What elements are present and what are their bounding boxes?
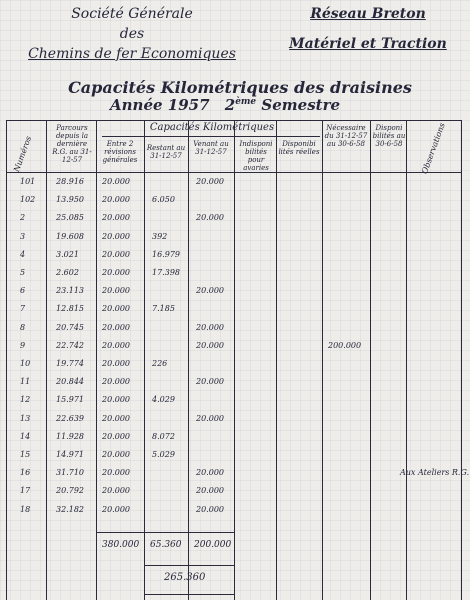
row-entre: 20.000: [102, 431, 130, 441]
col-parcours-header: Parcours depuis la dernière R.G. au 31-12-57: [52, 124, 92, 164]
row-entre: 20.000: [102, 286, 130, 296]
row-parcours: 15.971: [56, 395, 84, 405]
row-restant: 16.979: [152, 249, 180, 259]
row-restant: 6.050: [152, 195, 175, 205]
row-restant: 17.398: [152, 268, 180, 277]
row-parcours: 23.113: [56, 286, 84, 296]
year-label: Année 1957: [110, 96, 210, 114]
rule-num: [46, 120, 47, 600]
network-line-2: Matériel et Traction: [289, 36, 447, 52]
row-venant: 20.000: [196, 377, 224, 387]
rule-venant: [234, 120, 235, 600]
col-indisp-header: Indisponi bilités pour avaries: [239, 140, 273, 172]
row-number: 14: [20, 431, 31, 441]
col-numeros-header: Numéros: [12, 135, 34, 174]
row-restant: 8.072: [152, 431, 175, 441]
row-parcours: 14.971: [56, 450, 84, 459]
row-number: 13: [20, 413, 31, 423]
row-entre: 20.000: [102, 359, 130, 368]
row-number: 17: [20, 486, 31, 496]
row-number: 10: [20, 359, 31, 368]
row-parcours: 20.745: [56, 322, 84, 332]
row-number: 18: [20, 504, 31, 514]
row-entre: 20.000: [102, 249, 130, 259]
row-number: 8: [20, 322, 26, 332]
row-number: 5: [20, 268, 26, 277]
row-number: 6: [20, 286, 26, 296]
row-entre: 20.000: [102, 322, 130, 332]
capacity-table: [6, 120, 470, 600]
row-parcours: 12.815: [56, 304, 84, 314]
row-entre: 20.000: [102, 468, 130, 478]
row-entre: 20.000: [102, 177, 130, 186]
row-number: 15: [20, 450, 31, 459]
semester-suffix: ème: [235, 97, 257, 107]
row-entre: 20.000: [102, 413, 130, 423]
company-line-1: Société Générale: [71, 6, 193, 22]
row-entre: 20.000: [102, 304, 130, 314]
row-venant: 20.000: [196, 468, 224, 478]
col-venant-header: Venant au 31-12-57: [193, 140, 229, 156]
col-dispo2-header: Disponi bilités au 30-6-58: [372, 124, 406, 148]
row-restant: 7.185: [152, 304, 175, 314]
network-line-1: Réseau Breton: [310, 6, 426, 22]
row-parcours: 32.182: [56, 504, 84, 514]
group-header-rule: [102, 136, 320, 137]
row-restant: 4.029: [152, 395, 175, 405]
row-venant: 20.000: [196, 286, 224, 296]
row-venant: 20.000: [196, 486, 224, 496]
row-parcours: 31.710: [56, 468, 84, 478]
semester-number: 2: [224, 96, 236, 114]
row-number: 7: [20, 304, 26, 314]
row-venant: 20.000: [196, 340, 224, 350]
total-restant: 65.360: [150, 540, 182, 550]
grand-total-rule-2: [144, 594, 234, 595]
totals-rule: [96, 532, 234, 533]
row-number: 102: [20, 195, 36, 205]
row-venant: 20.000: [196, 322, 224, 332]
col-restant-header: Restant au 31-12-57: [146, 144, 186, 160]
row-number: 4: [20, 249, 26, 259]
row-number: 12: [20, 395, 31, 405]
row-venant: 20.000: [196, 413, 224, 423]
row-entre: 20.000: [102, 268, 130, 277]
row-parcours: 2.602: [56, 268, 79, 277]
row-entre: 20.000: [102, 213, 130, 223]
row-number: 101: [20, 177, 36, 186]
row-necessaire: 200.000: [328, 340, 362, 350]
row-number: 16: [20, 468, 31, 478]
row-restant: 392: [152, 231, 168, 241]
row-number: 2: [20, 213, 26, 223]
row-number: 11: [20, 377, 31, 387]
row-parcours: 20.792: [56, 486, 84, 496]
row-entre: 20.000: [102, 486, 130, 496]
row-parcours: 28.916: [56, 177, 84, 186]
row-entre: 20.000: [102, 340, 130, 350]
rule-indisp: [276, 120, 277, 600]
document-title: Capacités Kilométriques des draisines: [68, 78, 412, 97]
rule-entre: [144, 120, 145, 600]
row-parcours: 22.742: [56, 340, 84, 350]
col-group-header: Capacités Kilométriques: [149, 122, 275, 133]
row-restant: 5.029: [152, 450, 175, 459]
row-entre: 20.000: [102, 450, 130, 459]
rule-parcours: [96, 120, 97, 600]
col-entre-header: Entre 2 révisions générales: [102, 140, 138, 164]
row-venant: 20.000: [196, 177, 224, 186]
row-parcours: 19.774: [56, 359, 84, 368]
row-parcours: 11.928: [56, 431, 84, 441]
row-parcours: 13.950: [56, 195, 84, 205]
rule-restant: [188, 120, 189, 600]
row-entre: 20.000: [102, 377, 130, 387]
row-parcours: 3.021: [56, 249, 79, 259]
rule-right: [461, 120, 462, 600]
rule-necessaire: [370, 120, 371, 600]
row-number: 3: [20, 231, 26, 241]
semester-label: [225, 96, 340, 114]
row-parcours: 19.608: [56, 231, 84, 241]
col-dispo-header: Disponibi lités réelles: [278, 140, 320, 156]
row-entre: 20.000: [102, 195, 130, 205]
company-header: [22, 4, 242, 64]
row-parcours: 25.085: [56, 213, 84, 223]
row-entre: 20.000: [102, 231, 130, 241]
row-restant: 226: [152, 359, 168, 368]
row-entre: 20.000: [102, 504, 130, 514]
col-obs-header: Observations: [420, 121, 447, 176]
grand-total: 265.360: [164, 572, 206, 583]
total-entre: 380.000: [102, 540, 140, 550]
col-necessaire-header: Nécessaire du 31-12-57 au 30-6-58: [324, 124, 368, 148]
row-observation: Aux Ateliers R.G.: [400, 468, 470, 478]
row-parcours: 20.844: [56, 377, 84, 387]
row-number: 9: [20, 340, 26, 350]
row-parcours: 22.639: [56, 413, 84, 423]
semester-word: Semestre: [261, 96, 341, 114]
company-line-3: Chemins de fer Economiques: [28, 46, 236, 62]
company-line-2: des: [119, 26, 145, 42]
row-venant: 20.000: [196, 504, 224, 514]
rule-left: [6, 120, 7, 600]
grand-total-rule: [144, 565, 234, 566]
rule-dispo: [322, 120, 323, 600]
total-venant: 200.000: [194, 540, 232, 550]
row-venant: 20.000: [196, 213, 224, 223]
row-entre: 20.000: [102, 395, 130, 405]
rule-dispo2: [406, 120, 407, 600]
document-subtitle: [110, 96, 410, 114]
network-header: [278, 4, 458, 54]
